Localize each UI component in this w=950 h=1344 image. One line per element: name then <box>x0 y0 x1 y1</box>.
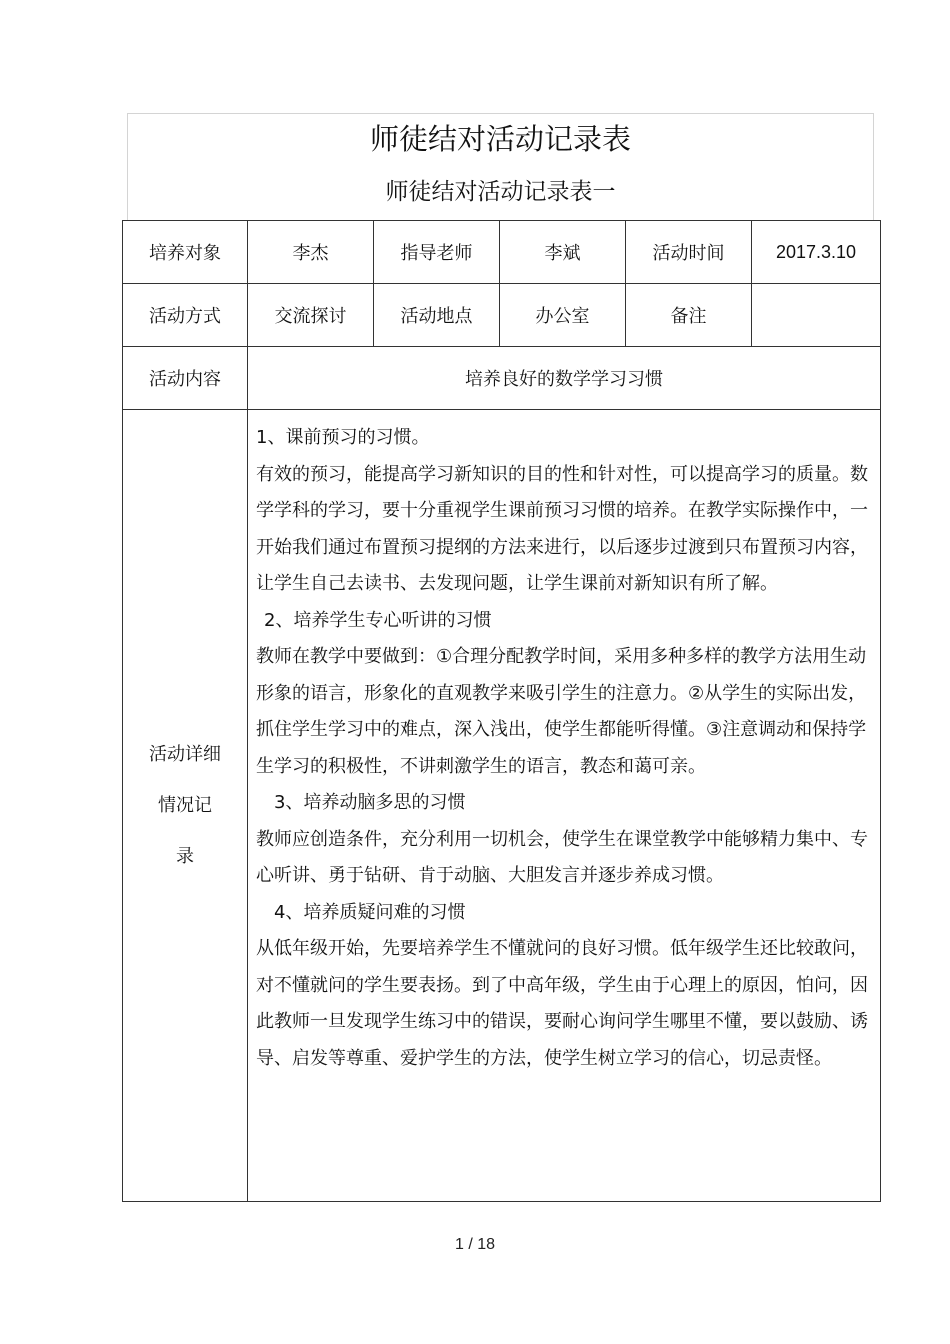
detail-paragraph-3: 教师应创造条件，充分利用一切机会，使学生在课堂教学中能够精力集中、专心听讲、勇于钻研、肯于动脑、大胆发言并逐步养成习惯。 <box>256 828 868 886</box>
label-activity-mode: 活动方式 <box>123 284 248 347</box>
activity-time-value: 2017.3.10 <box>752 221 881 284</box>
label-activity-time: 活动时间 <box>626 221 752 284</box>
activity-detail-content <box>248 410 881 1202</box>
detail-paragraph-1: 有效的预习，能提高学习新知识的目的性和针对性，可以提高学习的质量。数学学科的学习，要十分重视学生课前预习习惯的培养。在教学实际操作中，一开始我们通过布置预习提纲的方法来进行，以后逐步过渡到只布置预习内容，让学生自己去读书、去发现问题，让学生课前对新知识有所了解。 <box>256 463 868 594</box>
trainee-value: 李杰 <box>248 221 374 284</box>
label-activity-content: 活动内容 <box>123 347 248 410</box>
note-value <box>752 284 881 347</box>
detail-label-line: 活动详细 <box>149 744 221 765</box>
detail-label-line: 录 <box>176 846 194 867</box>
activity-content-value: 培养良好的数学学习习惯 <box>248 347 881 410</box>
table-row <box>123 284 881 347</box>
document-title: 师徒结对活动记录表 <box>369 122 631 156</box>
table-row <box>123 410 881 1202</box>
detail-heading-1: 1、课前预习的习惯。 <box>256 427 430 448</box>
label-activity-detail <box>123 410 248 1202</box>
label-activity-place: 活动地点 <box>374 284 500 347</box>
detail-heading-2: 2、培养学生专心听讲的习惯 <box>264 609 492 631</box>
activity-place-value: 办公室 <box>500 284 626 347</box>
detail-heading-4: 4、培养质疑问难的习惯 <box>274 901 466 923</box>
page-indicator: 1 / 18 <box>454 1236 496 1253</box>
label-mentor: 指导老师 <box>374 221 500 284</box>
document-subtitle: 师徒结对活动记录表一 <box>385 179 616 205</box>
title-box <box>127 113 874 220</box>
activity-mode-value: 交流探讨 <box>248 284 374 347</box>
detail-label-line: 情况记 <box>158 795 212 816</box>
detail-heading-3: 3、培养动脑多思的习惯 <box>274 792 466 813</box>
detail-paragraph-2: 教师在教学中要做到：①合理分配教学时间，采用多种多样的教学方法用生动形象的语言，形象化的直观教学来吸引学生的注意力。②从学生的实际出发，抓住学生学习中的难点，深入浅出，使学生都能听得懂。③注意调动和保持学生学习的积极性，不讲刺激学生的语言，教态和蔼可亲。 <box>256 646 867 777</box>
table-row <box>123 221 881 284</box>
label-trainee: 培养对象 <box>123 221 248 284</box>
detail-paragraph-4: 从低年级开始，先要培养学生不懂就问的良好习惯。低年级学生还比较敢问，对不懂就问的学生要表扬。到了中高年级，学生由于心理上的原因，怕问，因此教师一旦发现学生练习中的错误，要耐心询问学生哪里不懂，要以鼓励、诱导、启发等尊重、爱护学生的方法，使学生树立学习的信心，切忌责怪。 <box>256 938 868 1069</box>
mentor-value: 李斌 <box>500 221 626 284</box>
table-row <box>123 347 881 410</box>
label-note: 备注 <box>626 284 752 347</box>
activity-record-table <box>122 220 881 1202</box>
